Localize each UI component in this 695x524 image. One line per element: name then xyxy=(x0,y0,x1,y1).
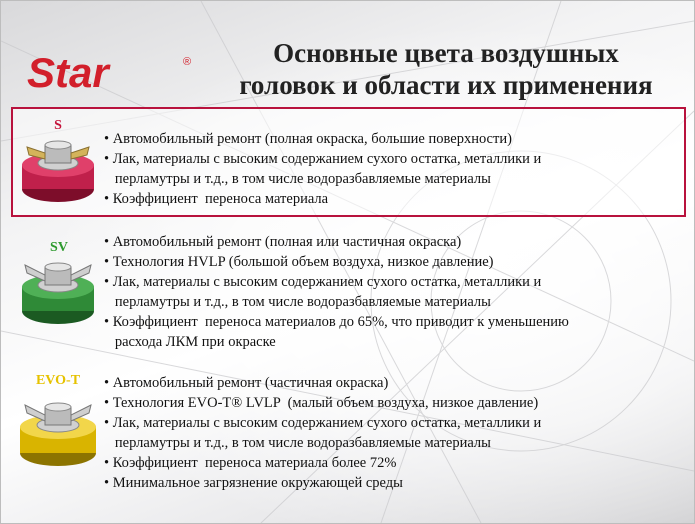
bullet-item: • Лак, материалы с высоким содержанием сухого остатка, металлики и xyxy=(104,272,569,292)
tag-sv: SV xyxy=(50,240,68,255)
title-line-2: головок и области их применения xyxy=(239,70,653,100)
bullets-evo-t xyxy=(104,373,541,493)
logo-text: Star xyxy=(27,49,109,96)
bullets-sv xyxy=(104,232,569,352)
bullet-item: • Коэффициент переноса материалов до 65%, что приводит к уменьшению xyxy=(104,312,569,332)
bullet-item: • Автомобильный ремонт (полная или частичная окраска) xyxy=(104,232,569,252)
bullet-item: • Коэффициент переноса материала xyxy=(104,189,541,209)
registered-mark: ® xyxy=(183,56,192,68)
bullet-item: • Технология HVLP (большой объем воздуха, низкое давление) xyxy=(104,252,569,272)
bullet-item-continued: расхода ЛКМ при окраске xyxy=(114,334,276,350)
bullet-item: • Автомобильный ремонт (полная окраска, большие поверхности) xyxy=(104,129,541,149)
bullet-item-continued: перламутры и т.д., в том числе водоразбавляемые материалы xyxy=(114,171,491,187)
bullet-item: • Минимальное загрязнение окружающей среды xyxy=(104,473,541,493)
air-cap-red-icon xyxy=(15,133,101,205)
bullet-item: • Лак, материалы с высоким содержанием сухого остатка, металлики и xyxy=(104,149,541,169)
title-line-1: Основные цвета воздушных xyxy=(273,38,619,68)
bullet-item-continued: перламутры и т.д., в том числе водоразбавляемые материалы xyxy=(114,435,491,451)
bullet-item: • Автомобильный ремонт (частичная окраска) xyxy=(104,373,541,393)
bullet-item: • Лак, материалы с высоким содержанием сухого остатка, металлики и xyxy=(104,413,541,433)
star-logo xyxy=(23,49,198,97)
page-title xyxy=(206,37,686,101)
air-cap-gold-icon xyxy=(13,389,103,469)
bullet-item-continued: перламутры и т.д., в том числе водоразбавляемые материалы xyxy=(114,294,491,310)
tag-evo-t: EVO-T xyxy=(35,373,81,388)
air-cap-green-icon xyxy=(15,253,101,327)
bullet-item: • Технология EVO-T® LVLP (малый объем воздуха, низкое давление) xyxy=(104,393,541,413)
bullets-s xyxy=(104,129,541,209)
tag-s: S xyxy=(54,118,62,133)
bullet-item: • Коэффициент переноса материала более 72% xyxy=(104,453,541,473)
